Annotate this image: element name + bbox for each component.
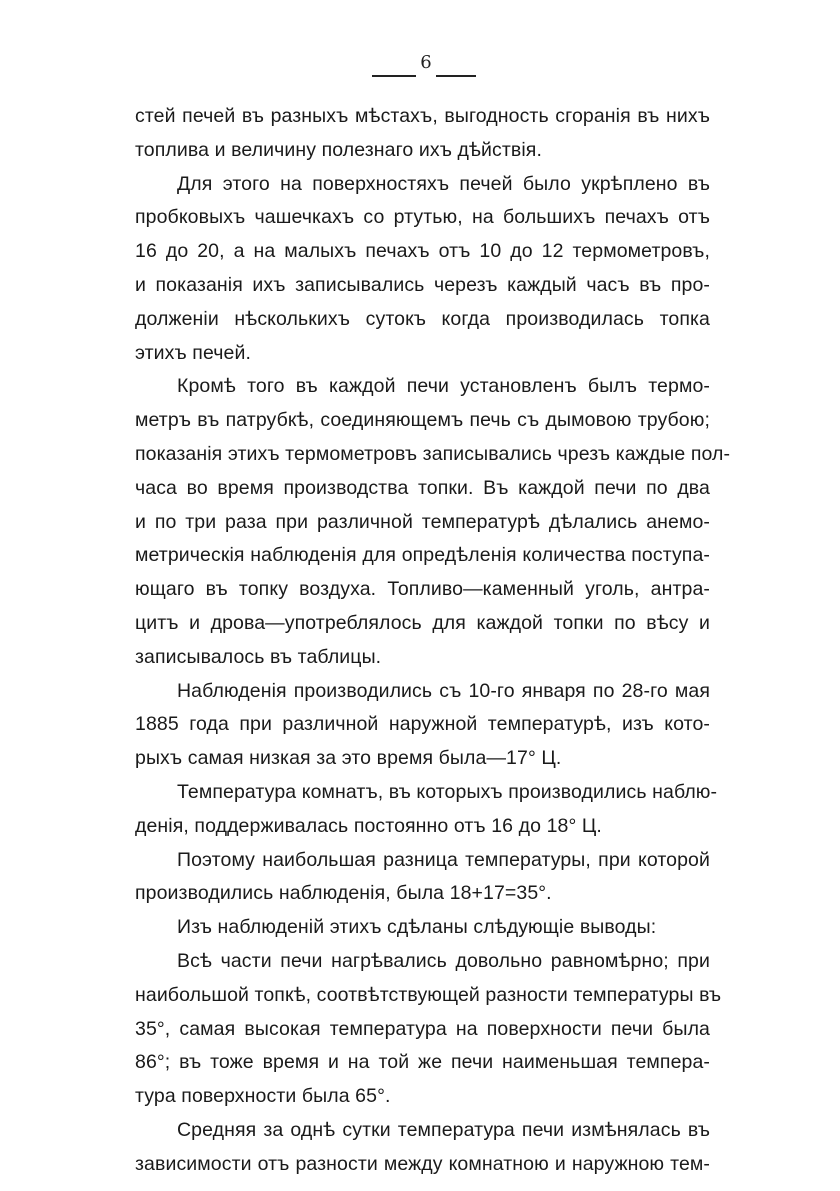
text-line: долженіи нѣсколькихъ сутокъ когда производилась топка: [135, 307, 710, 330]
text-line: зависимости отъ разности между комнатною и наружною тем-: [135, 1152, 710, 1175]
header-rule-left: [372, 75, 416, 77]
text-line: 35°, самая высокая температура на поверхности печи была: [135, 1017, 710, 1040]
text-line: денія, поддерживалась постоянно отъ 16 до 18° Ц.: [135, 814, 602, 837]
text-line: метрическія наблюденія для опредѣленія количества поступа-: [135, 544, 710, 567]
text-line: Средняя за однѣ сутки температура печи измѣнялась въ: [177, 1118, 710, 1141]
text-line: показанія этихъ термометровъ записывались чрезъ каждые пол-: [135, 442, 731, 465]
text-line: и показанія ихъ записывались черезъ каждый часъ въ про-: [135, 273, 710, 296]
body-text: [135, 100, 731, 1182]
page-number: 6: [420, 52, 432, 73]
text-line: производились наблюденія, была 18+17=35°.: [135, 882, 552, 905]
text-line: тура поверхности была 65°.: [135, 1085, 391, 1108]
text-line: этихъ печей.: [135, 341, 251, 364]
text-line: часа во время производства топки. Въ каждой печи по два: [135, 476, 710, 499]
text-line: Для этого на поверхностяхъ печей было укрѣплено въ: [177, 172, 710, 195]
text-line: Кромѣ того въ каждой печи установленъ былъ термо-: [177, 375, 710, 398]
text-line: Изъ наблюденій этихъ сдѣланы слѣдующіе выводы:: [177, 916, 657, 939]
text-line: 16 до 20, а на малыхъ печахъ отъ 10 до 12 термометровъ,: [135, 240, 710, 263]
text-line: наибольшой топкѣ, соотвѣтствующей разности температуры въ: [135, 983, 722, 1006]
text-line: 86°; въ тоже время и на той же печи наименьшая темпера-: [135, 1051, 710, 1074]
page-header: [0, 50, 840, 80]
text-line: рыхъ самая низкая за это время была—17° Ц.: [135, 747, 562, 770]
text-line: стей печей въ разныхъ мѣстахъ, выгодность сгоранія въ нихъ: [135, 105, 710, 127]
text-line: Температура комнатъ, въ которыхъ производились наблю-: [177, 780, 718, 803]
text-line: ющаго въ топку воздуха. Топливо—каменный уголь, антра-: [135, 578, 710, 601]
text-line: метръ въ патрубкѣ, соединяющемъ печь съ дымовою трубою;: [135, 409, 710, 432]
text-line: топлива и величину полезнаго ихъ дѣйствія.: [135, 138, 542, 161]
text-line: Всѣ части печи нагрѣвались довольно равномѣрно; при: [177, 949, 710, 972]
text-line: 1885 года при различной наружной температурѣ, изъ кото-: [135, 713, 710, 736]
text-line: пробковыхъ чашечкахъ со ртутью, на большихъ печахъ отъ: [135, 206, 710, 229]
text-line: Наблюденія производились съ 10-го января по 28-го мая: [177, 679, 710, 702]
text-line: Поэтому наибольшая разница температуры, при которой: [177, 848, 710, 871]
text-line: цитъ и дрова—употреблялось для каждой топки по вѣсу и: [135, 611, 710, 634]
text-line: записывалось въ таблицы.: [135, 645, 382, 668]
text-line: и по три раза при различной температурѣ дѣлались анемо-: [135, 510, 710, 533]
header-rule-right: [436, 75, 476, 77]
